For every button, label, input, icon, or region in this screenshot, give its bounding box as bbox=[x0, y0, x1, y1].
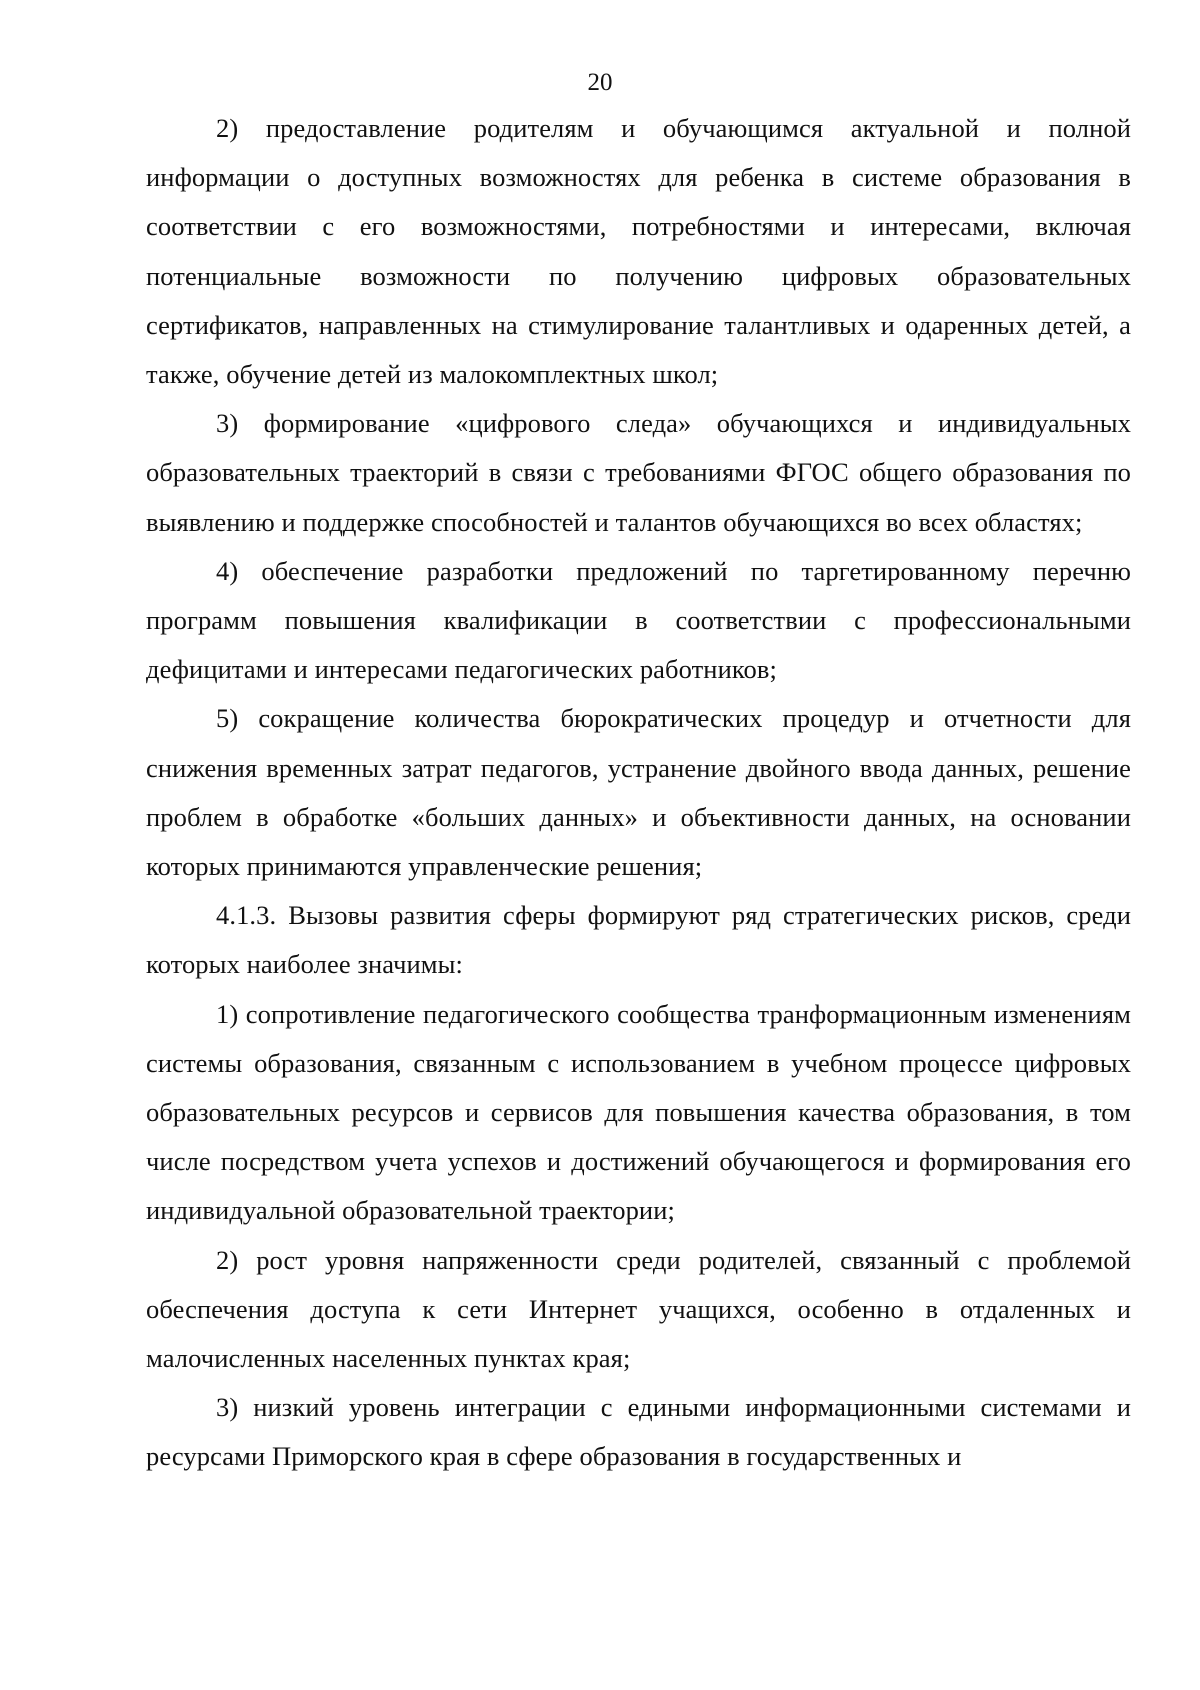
paragraph-item-2-parents-information: 2) предоставление родителям и обучающимся актуальной и полной информации о доступных возможностях для ребенка в системе образования в соответствии с его возможностями, потребностями и интересами, включая потенциальные возможности по получению цифровых образовательных сертификатов, направленных на стимулирование талантливых и одаренных детей, а также, обучение детей из малокомплектных школ; bbox=[146, 113, 1131, 390]
paragraph-risk-3-integration: 3) низкий уровень интеграции с едиными информационными системами и ресурсами Приморского края в сфере образования в государственных и bbox=[146, 1392, 1131, 1472]
paragraph-item-5-bureaucracy-reduction: 5) сокращение количества бюрократических процедур и отчетности для снижения временных затрат педагогов, устранение двойного ввода данных, решение проблем в обработке «больших данных» и объективности данных, на основании которых принимаются управленческие решения; bbox=[146, 703, 1131, 882]
paragraph-risk-1-resistance: 1) сопротивление педагогического сообщества транформационным изменениям системы образования, связанным с использованием в учебном процессе цифровых образовательных ресурсов и сервисов для повышения качества образования, в том числе посредством учета успехов и достижений обучающегося и формирования его индивидуальной образовательной траектории; bbox=[146, 998, 1131, 1226]
paragraph-section-4-1-3-risks: 4.1.3. Вызовы развития сферы формируют ряд стратегических рисков, среди которых наиболее значимы: bbox=[146, 900, 1131, 980]
document-body bbox=[146, 104, 1131, 1482]
paragraph-item-4-training-programs: 4) обеспечение разработки предложений по таргетированному перечню программ повышения квалификации в соответствии с профессиональными дефицитами и интересами педагогических работников; bbox=[146, 555, 1131, 685]
page-number: 20 bbox=[587, 69, 613, 96]
paragraph-risk-2-tension: 2) рост уровня напряженности среди родителей, связанный с проблемой обеспечения доступа к сети Интернет учащихся, особенно в отдаленных и малочисленных населенных пунктах края; bbox=[146, 1244, 1131, 1374]
paragraph-item-3-digital-footprint: 3) формирование «цифрового следа» обучающихся и индивидуальных образовательных траекторий в связи с требованиями ФГОС общего образования по выявлению и поддержке способностей и талантов обучающихся во всех областях; bbox=[146, 408, 1131, 537]
